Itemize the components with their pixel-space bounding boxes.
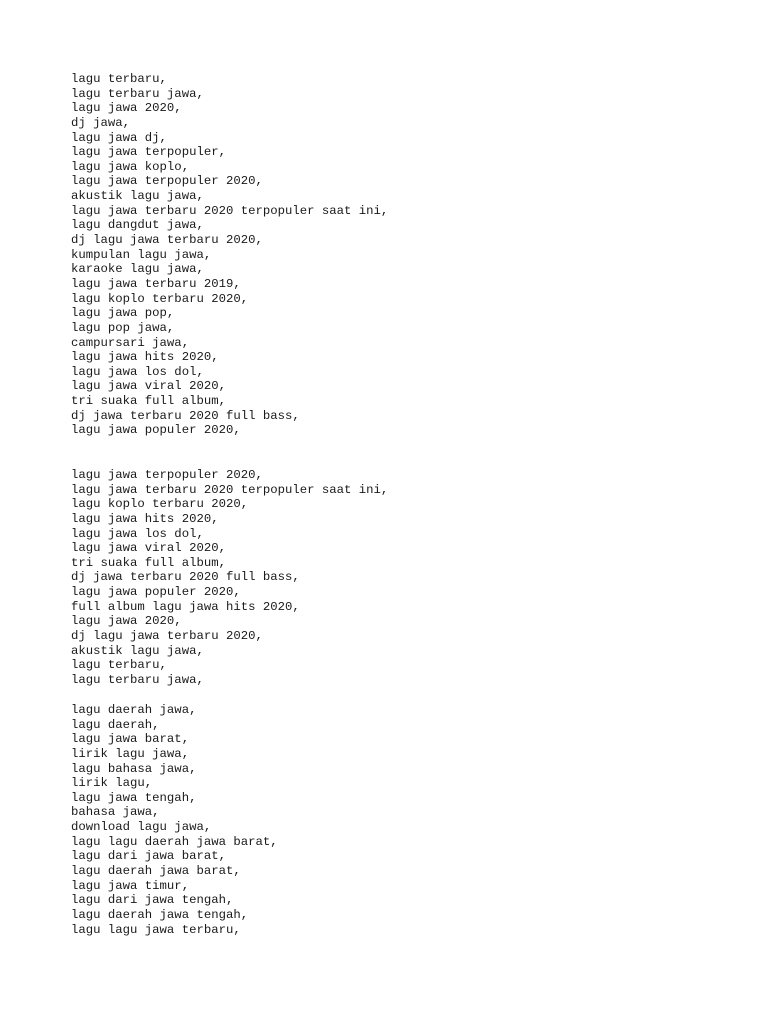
- keyword-line: full album lagu jawa hits 2020,: [71, 599, 300, 614]
- keyword-line: lagu jawa koplo,: [71, 159, 190, 174]
- keyword-line: lagu pop jawa,: [71, 320, 175, 335]
- keyword-line: lirik lagu jawa,: [71, 746, 190, 761]
- keyword-line: lagu jawa populer 2020,: [71, 585, 241, 600]
- keyword-line: campursari jawa,: [71, 335, 190, 350]
- keyword-line: download lagu jawa,: [71, 820, 212, 835]
- keyword-line: kumpulan lagu jawa,: [71, 247, 212, 262]
- keyword-line: lagu jawa 2020,: [71, 614, 182, 629]
- keyword-line: karaoke lagu jawa,: [71, 262, 204, 277]
- keyword-line: dj lagu jawa terbaru 2020,: [71, 629, 263, 644]
- keyword-line: lagu jawa viral 2020,: [71, 379, 226, 394]
- keyword-line: lagu dari jawa tengah,: [71, 893, 234, 908]
- keyword-line: lagu jawa los dol,: [71, 526, 204, 541]
- keyword-block-1: [71, 72, 388, 438]
- keyword-line: akustik lagu jawa,: [71, 189, 204, 204]
- keyword-line: akustik lagu jawa,: [71, 643, 204, 658]
- keyword-line: lagu jawa tengah,: [71, 790, 197, 805]
- keyword-line: tri suaka full album,: [71, 555, 226, 570]
- keyword-line: lagu dangdut jawa,: [71, 218, 204, 233]
- keyword-line: tri suaka full album,: [71, 394, 226, 409]
- keyword-line: lagu jawa barat,: [71, 732, 190, 747]
- keyword-line: dj jawa terbaru 2020 full bass,: [71, 570, 300, 585]
- keyword-line: lagu terbaru jawa,: [71, 672, 204, 687]
- keyword-line: lagu daerah jawa tengah,: [71, 907, 249, 922]
- keyword-line: bahasa jawa,: [71, 805, 160, 820]
- keyword-line: lagu daerah,: [71, 717, 160, 732]
- keyword-block-2: [71, 468, 388, 688]
- keyword-line: lagu koplo terbaru 2020,: [71, 497, 249, 512]
- keyword-line: lagu terbaru,: [71, 72, 167, 86]
- keyword-line: lagu jawa hits 2020,: [71, 350, 219, 365]
- keyword-line: lagu jawa viral 2020,: [71, 541, 226, 556]
- keyword-line: lagu jawa los dol,: [71, 364, 204, 379]
- keyword-line: lagu jawa terpopuler 2020,: [71, 468, 263, 482]
- keyword-line: lagu bahasa jawa,: [71, 761, 197, 776]
- keyword-line: lagu jawa dj,: [71, 130, 167, 145]
- keyword-line: lagu koplo terbaru 2020,: [71, 291, 249, 306]
- keyword-line: lagu jawa terpopuler 2020,: [71, 174, 263, 189]
- keyword-line: lagu jawa terbaru 2019,: [71, 276, 241, 291]
- keyword-line: lagu jawa terbaru 2020 terpopuler saat ini,: [71, 203, 389, 218]
- keyword-line: lagu jawa terpopuler,: [71, 145, 226, 160]
- keyword-line: lagu jawa hits 2020,: [71, 511, 219, 526]
- keyword-line: lagu lagu daerah jawa barat,: [71, 834, 278, 849]
- keyword-line: lagu terbaru,: [71, 658, 167, 673]
- keyword-line: lirik lagu,: [71, 776, 153, 791]
- keyword-block-3: [71, 703, 278, 937]
- keyword-line: lagu jawa populer 2020,: [71, 423, 241, 438]
- keyword-line: lagu jawa terbaru 2020 terpopuler saat ini,: [71, 482, 389, 497]
- keyword-line: dj jawa,: [71, 115, 131, 130]
- keyword-line: lagu jawa 2020,: [71, 101, 182, 116]
- keyword-line: dj lagu jawa terbaru 2020,: [71, 233, 263, 248]
- keyword-line: lagu lagu jawa terbaru,: [71, 922, 241, 937]
- keyword-line: lagu jawa timur,: [71, 878, 190, 893]
- keyword-line: lagu dari jawa barat,: [71, 849, 226, 864]
- keyword-line: lagu daerah jawa,: [71, 703, 197, 717]
- keyword-line: lagu jawa pop,: [71, 306, 175, 321]
- keyword-line: lagu daerah jawa barat,: [71, 864, 241, 879]
- keyword-line: dj jawa terbaru 2020 full bass,: [71, 408, 300, 423]
- keyword-line: lagu terbaru jawa,: [71, 86, 204, 101]
